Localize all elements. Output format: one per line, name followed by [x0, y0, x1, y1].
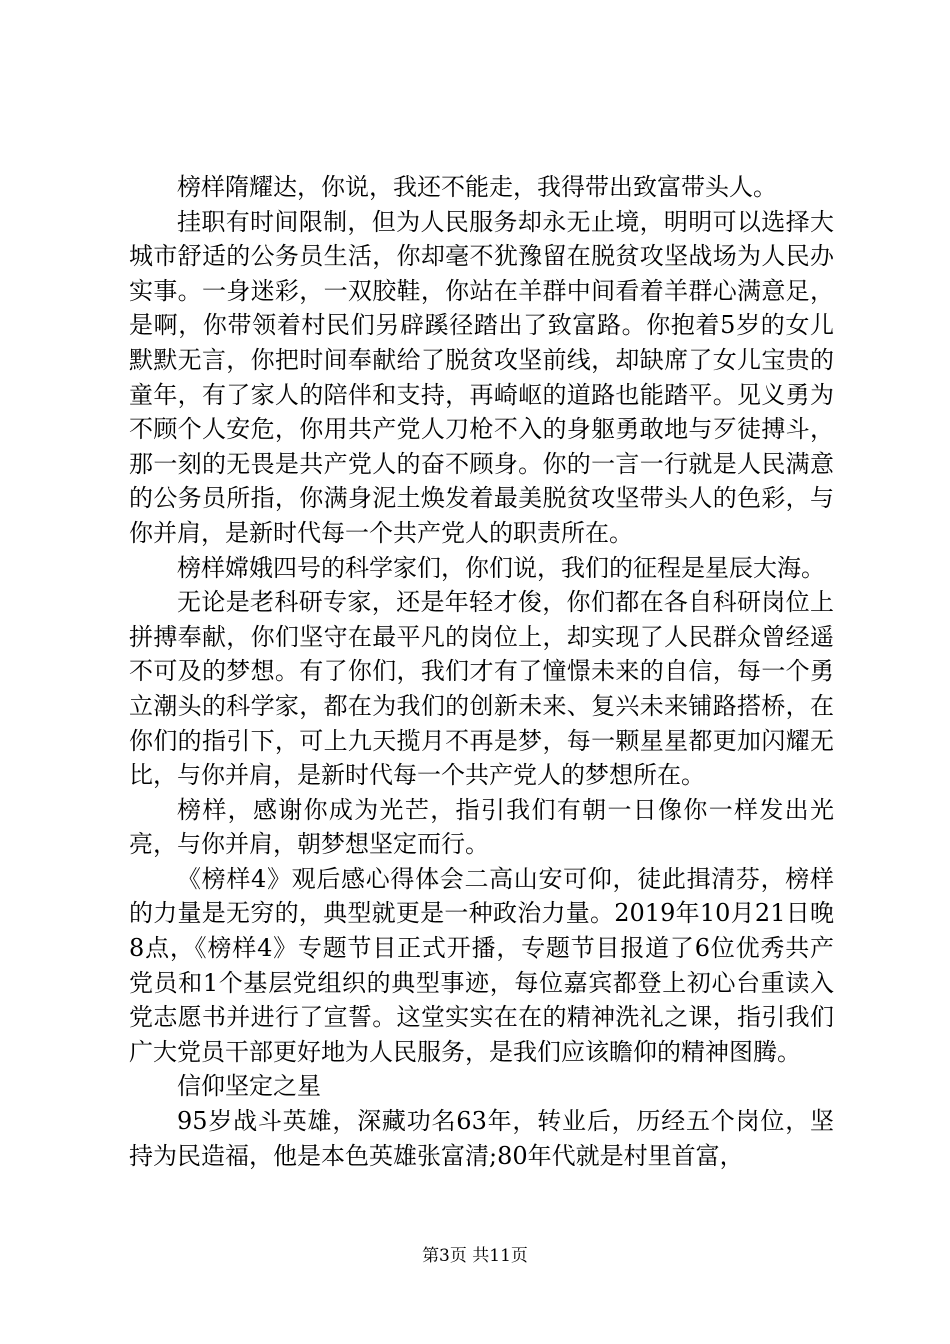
page-footer: 第3页 共11页 [422, 1246, 528, 1266]
paragraph-3: 榜样嫦娥四号的科学家们，你们说，我们的征程是星辰大海。 [177, 553, 825, 582]
document-body [129, 170, 834, 1173]
paragraph-1: 榜样隋耀达，你说，我还不能走，我得带出致富带头人。 [177, 173, 777, 201]
paragraph-2: 挂职有时间限制，但为人民服务却永无止境，明明可以选择大城市舒适的公务员生活，你却毫不犹豫留在脱贫攻坚战场为人民办实事。一身迷彩，一双胶鞋，你站在羊群中间看着羊群心满意足，是啊，你带领着村民们另辟蹊径踏出了致富路。你抱着5岁的女儿默默无言，你把时间奉献给了脱贫攻坚前线，却缺席了女儿宝贵的童年，有了家人的陪伴和支持，再崎岖的道路也能踏平。见义勇为不顾个人安危，你用共产党人刀枪不入的身躯勇敢地与歹徒搏斗，那一刻的无畏是共产党人的奋不顾身。你的一言一行就是人民满意的公务员所指，你满身泥土焕发着最美脱贫攻坚带头人的色彩，与你并肩，是新时代每一个共产党人的职责所在。 [129, 207, 834, 547]
section-heading: 信仰坚定之星 [177, 1072, 321, 1101]
paragraph-6: 《榜样4》观后感心得体会二高山安可仰，徒此揖清芬，榜样的力量是无穷的，典型就更是一种政治力量。2019年10月21日晚8点，《榜样4》专题节目正式开播，专题节目报道了6位优秀共产党员和1个基层党组织的典型事迹，每位嘉宾都登上初心台重读入党志愿书并进行了宣誓。这堂实实在在的精神洗礼之课，指引我们广大党员干部更好地为人民服务，是我们应该瞻仰的精神图腾。 [129, 864, 834, 1066]
paragraph-4: 无论是老科研专家，还是年轻才俊，你们都在各自科研岗位上拼搏奉献，你们坚守在最平凡的岗位上，却实现了人民群众曾经遥不可及的梦想。有了你们，我们才有了憧憬未来的自信，每一个勇立潮头的科学家，都在为我们的创新未来、复兴未来铺路搭桥，在你们的指引下，可上九天揽月不再是梦，每一颗星星都更加闪耀无比，与你并肩，是新时代每一个共产党人的梦想所在。 [129, 588, 834, 790]
paragraph-7: 95岁战斗英雄，深藏功名63年，转业后，历经五个岗位，坚持为民造福，他是本色英雄张富清;80年代就是村里首富， [129, 1107, 834, 1170]
paragraph-5: 榜样，感谢你成为光芒，指引我们有朝一日像你一样发出光亮，与你并肩，朝梦想坚定而行。 [129, 795, 834, 859]
